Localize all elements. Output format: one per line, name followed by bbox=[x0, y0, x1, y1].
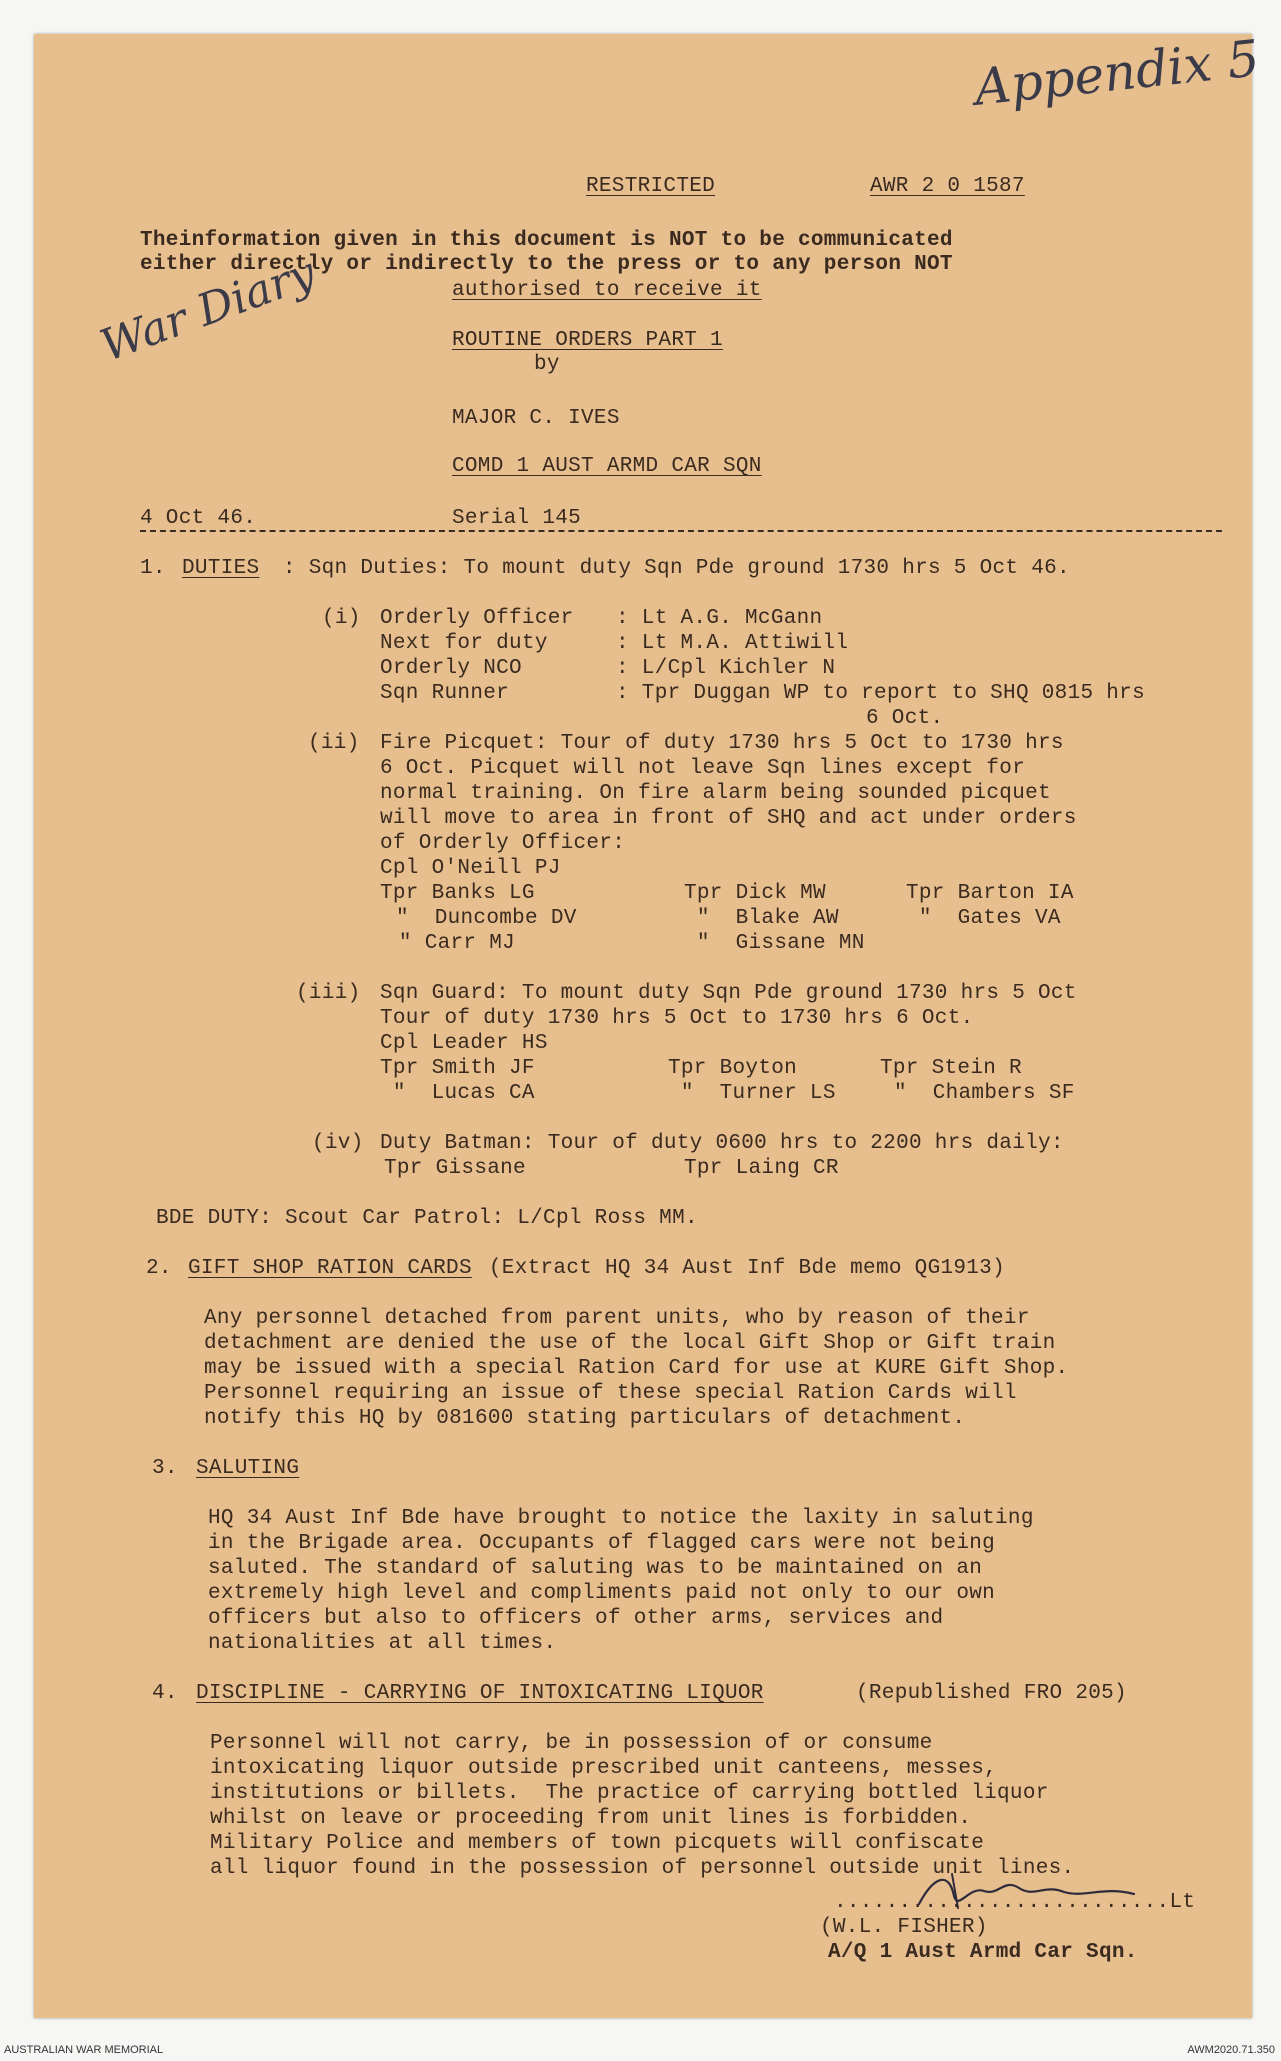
duties-intro: : Sqn Duties: To mount duty Sqn Pde ground 1730 hrs 5 Oct 46. bbox=[270, 557, 1070, 580]
fire-picquet-leader: Cpl O'Neill PJ bbox=[380, 857, 561, 880]
sqn-runner-name: : Tpr Duggan WP to report to SHQ 0815 hrs bbox=[616, 682, 1145, 705]
gift-shop-line-1: Any personnel detached from parent units, who by reason of their bbox=[204, 1307, 1030, 1330]
fire-picquet-line-5: of Orderly Officer: bbox=[380, 832, 626, 855]
sqn-guard-col3-1: Tpr Stein R bbox=[880, 1057, 1022, 1080]
duties-number: 1. bbox=[140, 557, 166, 580]
fire-picquet-col1-1: Tpr Banks LG bbox=[380, 882, 535, 905]
serial-number: Serial 145 bbox=[452, 507, 582, 530]
classification: RESTRICTED bbox=[586, 175, 716, 198]
discipline-line-6: all liquor found in the possession of personnel outside unit lines. bbox=[210, 1857, 1075, 1880]
sqn-guard-line-1: Sqn Guard: To mount duty Sqn Pde ground 1730 hrs 5 Oct bbox=[380, 982, 1077, 1005]
discipline-line-1: Personnel will not carry, be in possession of or consume bbox=[210, 1732, 933, 1755]
gift-shop-number: 2. bbox=[146, 1257, 172, 1280]
signature-line: ..........................Lt bbox=[834, 1891, 1196, 1914]
sub-i-label: (i) bbox=[322, 607, 361, 630]
gift-shop-line-4: Personnel requiring an issue of these special Ration Cards will bbox=[204, 1382, 1017, 1405]
warning-line-2: either directly or indirectly to the press or to any person NOT bbox=[140, 253, 953, 276]
sqn-guard-col2-1: Tpr Boyton bbox=[668, 1057, 798, 1080]
reference-number: AWR 2 0 1587 bbox=[870, 175, 1025, 198]
fire-picquet-col1-2: " Duncombe DV bbox=[396, 907, 577, 930]
discipline-line-5: Military Police and members of town picquets will confiscate bbox=[210, 1832, 985, 1855]
footer-reference: AWM2020.71.350 bbox=[1187, 2044, 1275, 2056]
war-diary-annotation: War Diary bbox=[94, 247, 323, 372]
saluting-line-5: officers but also to officers of other arms, services and bbox=[208, 1607, 944, 1630]
fire-picquet-col1-3: " Carr MJ bbox=[386, 932, 516, 955]
sqn-guard-col3-2: " Chambers SF bbox=[894, 1082, 1075, 1105]
sub-iv-label: (iv) bbox=[312, 1132, 364, 1155]
sqn-guard-line-2: Tour of duty 1730 hrs 5 Oct to 1730 hrs 6 Oct. bbox=[380, 1007, 974, 1030]
fire-picquet-line-4: will move to area in front of SHQ and act under orders bbox=[380, 807, 1077, 830]
saluting-heading: SALUTING bbox=[196, 1457, 300, 1480]
gift-shop-note: (Extract HQ 34 Aust Inf Bde memo QG1913) bbox=[476, 1257, 1005, 1280]
fire-picquet-col2-1: Tpr Dick MW bbox=[684, 882, 826, 905]
signatory-title: A/Q 1 Aust Armd Car Sqn. bbox=[828, 1941, 1138, 1964]
sqn-runner-cont: 6 Oct. bbox=[866, 707, 944, 730]
next-for-duty-role: Next for duty bbox=[380, 632, 548, 655]
duty-batman-name-1: Tpr Gissane bbox=[384, 1157, 526, 1180]
discipline-number: 4. bbox=[152, 1682, 178, 1705]
next-for-duty-name: : Lt M.A. Attiwill bbox=[616, 632, 849, 655]
gift-shop-heading: GIFT SHOP RATION CARDS bbox=[188, 1257, 472, 1280]
command-title: COMD 1 AUST ARMD CAR SQN bbox=[452, 455, 762, 478]
issuing-officer: MAJOR C. IVES bbox=[452, 407, 620, 430]
duty-batman-line: Duty Batman: Tour of duty 0600 hrs to 2200 hrs daily: bbox=[380, 1132, 1064, 1155]
fire-picquet-line-2: 6 Oct. Picquet will not leave Sqn lines except for bbox=[380, 757, 1026, 780]
sqn-guard-col1-2: " Lucas CA bbox=[380, 1082, 535, 1105]
gift-shop-line-2: detachment are denied the use of the local Gift Shop or Gift train bbox=[204, 1332, 1056, 1355]
fire-picquet-col3-2: " Gates VA bbox=[906, 907, 1061, 930]
sub-ii-label: (ii) bbox=[308, 732, 360, 755]
warning-line-1: Theinformation given in this document is NOT to be communicated bbox=[140, 229, 953, 252]
warning-line-3: authorised to receive it bbox=[452, 279, 762, 302]
fire-picquet-col2-3: " Gissane MN bbox=[684, 932, 865, 955]
title-by: by bbox=[534, 353, 560, 376]
orderly-nco-role: Orderly NCO bbox=[380, 657, 522, 680]
discipline-line-3: institutions or billets. The practice of carrying bottled liquor bbox=[210, 1782, 1049, 1805]
duty-batman-name-2: Tpr Laing CR bbox=[684, 1157, 839, 1180]
discipline-line-4: whilst on leave or proceeding from unit lines is forbidden. bbox=[210, 1807, 972, 1830]
discipline-line-2: intoxicating liquor outside prescribed unit canteens, messes, bbox=[210, 1757, 998, 1780]
sqn-guard-col2-2: " Turner LS bbox=[668, 1082, 836, 1105]
orderly-nco-name: : L/Cpl Kichler N bbox=[616, 657, 836, 680]
sqn-guard-leader: Cpl Leader HS bbox=[380, 1032, 548, 1055]
saluting-line-6: nationalities at all times. bbox=[208, 1632, 557, 1655]
document-title: ROUTINE ORDERS PART 1 bbox=[452, 329, 723, 352]
sqn-runner-role: Sqn Runner bbox=[380, 682, 510, 705]
order-date: 4 Oct 46. bbox=[140, 507, 257, 530]
discipline-note: (Republished FRO 205) bbox=[856, 1682, 1127, 1705]
gift-shop-line-5: notify this HQ by 081600 stating particulars of detachment. bbox=[204, 1407, 966, 1430]
saluting-line-3: saluted. The standard of saluting was to be maintained on an bbox=[208, 1557, 983, 1580]
document-page bbox=[34, 29, 1263, 2018]
fire-picquet-line-1: Fire Picquet: Tour of duty 1730 hrs 5 Oct to 1730 hrs bbox=[380, 732, 1064, 755]
orderly-officer-name: : Lt A.G. McGann bbox=[616, 607, 823, 630]
sub-iii-label: (iii) bbox=[296, 982, 361, 1005]
signatory-name: (W.L. FISHER) bbox=[820, 1916, 988, 1939]
saluting-line-1: HQ 34 Aust Inf Bde have brought to notice the laxity in saluting bbox=[208, 1507, 1034, 1530]
saluting-line-4: extremely high level and compliments paid not only to our own bbox=[208, 1582, 996, 1605]
footer-archive: AUSTRALIAN WAR MEMORIAL bbox=[4, 2044, 164, 2056]
header-rule bbox=[140, 530, 1222, 532]
fire-picquet-col3-1: Tpr Barton IA bbox=[906, 882, 1074, 905]
discipline-heading: DISCIPLINE - CARRYING OF INTOXICATING LIQUOR bbox=[196, 1682, 764, 1705]
fire-picquet-line-3: normal training. On fire alarm being sounded picquet bbox=[380, 782, 1051, 805]
saluting-number: 3. bbox=[152, 1457, 178, 1480]
bde-duty-line: BDE DUTY: Scout Car Patrol: L/Cpl Ross MM. bbox=[156, 1207, 698, 1230]
saluting-line-2: in the Brigade area. Occupants of flagged cars were not being bbox=[208, 1532, 996, 1555]
gift-shop-line-3: may be issued with a special Ration Card for use at KURE Gift Shop. bbox=[204, 1357, 1069, 1380]
duties-heading: DUTIES bbox=[182, 557, 260, 580]
orderly-officer-role: Orderly Officer bbox=[380, 607, 574, 630]
appendix-annotation: Appendix 5 bbox=[971, 29, 1263, 117]
sqn-guard-col1-1: Tpr Smith JF bbox=[380, 1057, 535, 1080]
fire-picquet-col2-2: " Blake AW bbox=[684, 907, 839, 930]
